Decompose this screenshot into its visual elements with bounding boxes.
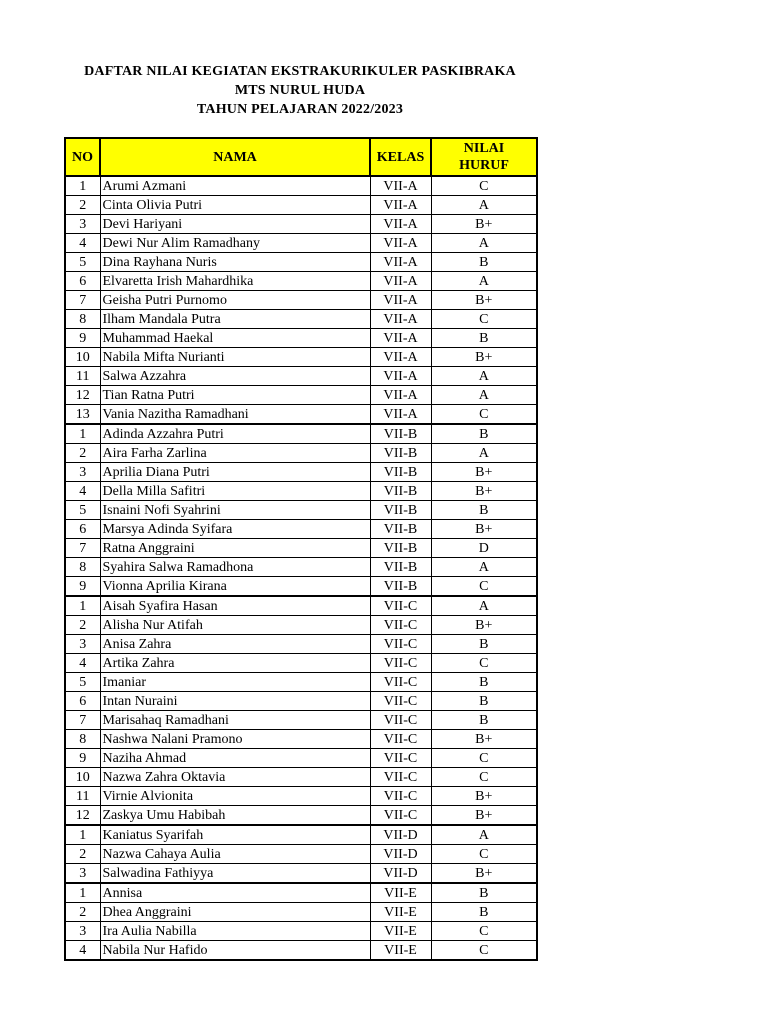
table-row <box>65 730 537 749</box>
cell-no: 6 <box>65 692 100 711</box>
cell-nilai-huruf: C <box>431 845 537 864</box>
table-row <box>65 405 537 425</box>
table-row <box>65 463 537 482</box>
grades-table <box>64 137 538 961</box>
table-row <box>65 845 537 864</box>
column-header-nama: NAMA <box>100 138 370 176</box>
cell-nama: Ratna Anggraini <box>100 539 370 558</box>
cell-nama: Ira Aulia Nabilla <box>100 922 370 941</box>
cell-nama: Virnie Alvionita <box>100 787 370 806</box>
cell-nama: Intan Nuraini <box>100 692 370 711</box>
cell-nilai-huruf: B+ <box>431 864 537 884</box>
column-header-nilai-huruf <box>431 138 537 176</box>
cell-nilai-huruf: C <box>431 654 537 673</box>
table-row <box>65 883 537 903</box>
table-row <box>65 196 537 215</box>
cell-no: 2 <box>65 196 100 215</box>
cell-kelas: VII-C <box>370 768 431 787</box>
table-header-row <box>65 138 537 176</box>
table-row <box>65 176 537 196</box>
cell-no: 4 <box>65 941 100 961</box>
cell-nama: Syahira Salwa Ramadhona <box>100 558 370 577</box>
cell-nilai-huruf: B <box>431 692 537 711</box>
cell-nilai-huruf: C <box>431 176 537 196</box>
cell-nama: Nashwa Nalani Pramono <box>100 730 370 749</box>
column-header-kelas: KELAS <box>370 138 431 176</box>
cell-nama: Nazwa Cahaya Aulia <box>100 845 370 864</box>
cell-kelas: VII-A <box>370 405 431 425</box>
table-row <box>65 864 537 884</box>
table-row <box>65 520 537 539</box>
table-row <box>65 825 537 845</box>
cell-kelas: VII-D <box>370 825 431 845</box>
cell-nama: Kaniatus Syarifah <box>100 825 370 845</box>
cell-kelas: VII-C <box>370 635 431 654</box>
cell-kelas: VII-A <box>370 234 431 253</box>
table-row <box>65 234 537 253</box>
cell-no: 12 <box>65 806 100 826</box>
cell-nilai-huruf: A <box>431 234 537 253</box>
cell-kelas: VII-A <box>370 176 431 196</box>
cell-nilai-huruf: B+ <box>431 215 537 234</box>
table-row <box>65 482 537 501</box>
cell-no: 11 <box>65 367 100 386</box>
cell-no: 9 <box>65 577 100 597</box>
table-row <box>65 272 537 291</box>
cell-kelas: VII-A <box>370 348 431 367</box>
document-title: DAFTAR NILAI KEGIATAN EKSTRAKURIKULER PASKIBRAKA <box>84 64 516 79</box>
cell-nama: Devi Hariyani <box>100 215 370 234</box>
cell-no: 6 <box>65 520 100 539</box>
cell-nilai-huruf: B+ <box>431 787 537 806</box>
cell-kelas: VII-B <box>370 520 431 539</box>
cell-no: 7 <box>65 711 100 730</box>
cell-kelas: VII-E <box>370 922 431 941</box>
cell-no: 3 <box>65 635 100 654</box>
cell-nama: Muhammad Haekal <box>100 329 370 348</box>
column-header-nilai-line1: NILAI <box>463 141 505 156</box>
table-row <box>65 692 537 711</box>
table-row <box>65 577 537 597</box>
table-row <box>65 654 537 673</box>
cell-nilai-huruf: D <box>431 539 537 558</box>
cell-kelas: VII-E <box>370 903 431 922</box>
cell-nama: Vionna Aprilia Kirana <box>100 577 370 597</box>
cell-kelas: VII-B <box>370 539 431 558</box>
table-row <box>65 941 537 961</box>
cell-kelas: VII-B <box>370 558 431 577</box>
table-row <box>65 253 537 272</box>
column-header-no: NO <box>65 138 100 176</box>
cell-no: 7 <box>65 539 100 558</box>
cell-nilai-huruf: C <box>431 749 537 768</box>
cell-kelas: VII-A <box>370 310 431 329</box>
cell-nama: Imaniar <box>100 673 370 692</box>
cell-kelas: VII-B <box>370 482 431 501</box>
cell-nama: Salwa Azzahra <box>100 367 370 386</box>
cell-nilai-huruf: B <box>431 635 537 654</box>
table-row <box>65 444 537 463</box>
table-row <box>65 291 537 310</box>
cell-kelas: VII-C <box>370 654 431 673</box>
cell-kelas: VII-E <box>370 883 431 903</box>
cell-no: 2 <box>65 903 100 922</box>
cell-nama: Tian Ratna Putri <box>100 386 370 405</box>
table-row <box>65 386 537 405</box>
cell-no: 9 <box>65 329 100 348</box>
cell-no: 6 <box>65 272 100 291</box>
cell-kelas: VII-C <box>370 787 431 806</box>
cell-nilai-huruf: C <box>431 922 537 941</box>
cell-kelas: VII-C <box>370 806 431 826</box>
cell-nilai-huruf: B+ <box>431 616 537 635</box>
cell-no: 12 <box>65 386 100 405</box>
cell-no: 10 <box>65 348 100 367</box>
cell-no: 8 <box>65 730 100 749</box>
cell-kelas: VII-C <box>370 673 431 692</box>
cell-kelas: VII-A <box>370 291 431 310</box>
cell-no: 7 <box>65 291 100 310</box>
cell-kelas: VII-C <box>370 692 431 711</box>
cell-nilai-huruf: B <box>431 253 537 272</box>
cell-no: 1 <box>65 176 100 196</box>
cell-nama: Aisah Syafira Hasan <box>100 596 370 616</box>
cell-nama: Nazwa Zahra Oktavia <box>100 768 370 787</box>
table-row <box>65 539 537 558</box>
cell-nilai-huruf: B+ <box>431 806 537 826</box>
cell-nilai-huruf: C <box>431 941 537 961</box>
cell-kelas: VII-A <box>370 386 431 405</box>
school-year: TAHUN PELAJARAN 2022/2023 <box>196 102 404 117</box>
table-row <box>65 215 537 234</box>
cell-nama: Adinda Azzahra Putri <box>100 424 370 444</box>
table-row <box>65 787 537 806</box>
cell-nilai-huruf: B+ <box>431 730 537 749</box>
cell-kelas: VII-B <box>370 444 431 463</box>
cell-kelas: VII-A <box>370 367 431 386</box>
table-row <box>65 922 537 941</box>
cell-kelas: VII-D <box>370 864 431 884</box>
cell-kelas: VII-B <box>370 463 431 482</box>
cell-no: 2 <box>65 845 100 864</box>
table-row <box>65 596 537 616</box>
cell-kelas: VII-A <box>370 196 431 215</box>
table-row <box>65 616 537 635</box>
cell-no: 3 <box>65 864 100 884</box>
cell-nama: Dina Rayhana Nuris <box>100 253 370 272</box>
cell-kelas: VII-B <box>370 577 431 597</box>
cell-nilai-huruf: B <box>431 424 537 444</box>
table-row <box>65 768 537 787</box>
cell-nilai-huruf: B <box>431 329 537 348</box>
cell-nama: Isnaini Nofi Syahrini <box>100 501 370 520</box>
cell-no: 4 <box>65 654 100 673</box>
cell-kelas: VII-A <box>370 215 431 234</box>
cell-nama: Arumi Azmani <box>100 176 370 196</box>
cell-nilai-huruf: B <box>431 711 537 730</box>
cell-kelas: VII-B <box>370 501 431 520</box>
cell-no: 10 <box>65 768 100 787</box>
table-row <box>65 749 537 768</box>
cell-nama: Geisha Putri Purnomo <box>100 291 370 310</box>
cell-no: 1 <box>65 825 100 845</box>
cell-no: 1 <box>65 883 100 903</box>
cell-nama: Alisha Nur Atifah <box>100 616 370 635</box>
table-row <box>65 635 537 654</box>
school-name: MTS NURUL HUDA <box>234 83 366 98</box>
cell-nilai-huruf: B+ <box>431 520 537 539</box>
table-row <box>65 310 537 329</box>
cell-nilai-huruf: A <box>431 596 537 616</box>
cell-no: 1 <box>65 596 100 616</box>
cell-no: 1 <box>65 424 100 444</box>
table-row <box>65 673 537 692</box>
cell-nilai-huruf: C <box>431 577 537 597</box>
cell-nama: Ilham Mandala Putra <box>100 310 370 329</box>
cell-nilai-huruf: B+ <box>431 482 537 501</box>
table-row <box>65 424 537 444</box>
cell-no: 5 <box>65 501 100 520</box>
cell-no: 13 <box>65 405 100 425</box>
cell-no: 8 <box>65 558 100 577</box>
cell-nama: Aira Farha Zarlina <box>100 444 370 463</box>
cell-nama: Naziha Ahmad <box>100 749 370 768</box>
cell-nama: Zaskya Umu Habibah <box>100 806 370 826</box>
cell-nama: Annisa <box>100 883 370 903</box>
cell-no: 11 <box>65 787 100 806</box>
cell-nilai-huruf: C <box>431 310 537 329</box>
cell-nama: Nabila Mifta Nurianti <box>100 348 370 367</box>
cell-nilai-huruf: B+ <box>431 348 537 367</box>
cell-kelas: VII-D <box>370 845 431 864</box>
cell-nilai-huruf: A <box>431 558 537 577</box>
cell-nama: Salwadina Fathiyya <box>100 864 370 884</box>
cell-nama: Marisahaq Ramadhani <box>100 711 370 730</box>
cell-no: 5 <box>65 253 100 272</box>
table-row <box>65 558 537 577</box>
cell-nilai-huruf: C <box>431 405 537 425</box>
column-header-nilai-line2: HURUF <box>459 158 509 173</box>
table-row <box>65 501 537 520</box>
cell-no: 5 <box>65 673 100 692</box>
table-row <box>65 367 537 386</box>
cell-nama: Vania Nazitha Ramadhani <box>100 405 370 425</box>
table-row <box>65 806 537 826</box>
table-row <box>65 329 537 348</box>
cell-nama: Anisa Zahra <box>100 635 370 654</box>
cell-nilai-huruf: B+ <box>431 291 537 310</box>
cell-kelas: VII-C <box>370 616 431 635</box>
table-body <box>65 176 537 960</box>
cell-nilai-huruf: A <box>431 386 537 405</box>
cell-kelas: VII-A <box>370 272 431 291</box>
table-row <box>65 711 537 730</box>
cell-nama: Della Milla Safitri <box>100 482 370 501</box>
cell-no: 4 <box>65 482 100 501</box>
cell-no: 8 <box>65 310 100 329</box>
cell-nilai-huruf: B <box>431 903 537 922</box>
cell-no: 2 <box>65 444 100 463</box>
cell-no: 3 <box>65 922 100 941</box>
cell-nama: Marsya Adinda Syifara <box>100 520 370 539</box>
cell-kelas: VII-C <box>370 711 431 730</box>
cell-nilai-huruf: B <box>431 501 537 520</box>
cell-kelas: VII-C <box>370 596 431 616</box>
cell-kelas: VII-E <box>370 941 431 961</box>
cell-no: 3 <box>65 463 100 482</box>
cell-nama: Aprilia Diana Putri <box>100 463 370 482</box>
cell-nama: Dewi Nur Alim Ramadhany <box>100 234 370 253</box>
cell-no: 3 <box>65 215 100 234</box>
cell-nilai-huruf: C <box>431 768 537 787</box>
cell-kelas: VII-C <box>370 749 431 768</box>
cell-nama: Nabila Nur Hafido <box>100 941 370 961</box>
cell-nilai-huruf: A <box>431 444 537 463</box>
cell-nama: Dhea Anggraini <box>100 903 370 922</box>
cell-kelas: VII-B <box>370 424 431 444</box>
cell-kelas: VII-A <box>370 329 431 348</box>
cell-kelas: VII-C <box>370 730 431 749</box>
cell-no: 4 <box>65 234 100 253</box>
cell-nilai-huruf: A <box>431 272 537 291</box>
cell-nilai-huruf: B <box>431 883 537 903</box>
cell-nilai-huruf: B <box>431 673 537 692</box>
cell-nilai-huruf: B+ <box>431 463 537 482</box>
cell-nilai-huruf: A <box>431 367 537 386</box>
table-row <box>65 348 537 367</box>
cell-nama: Cinta Olivia Putri <box>100 196 370 215</box>
cell-nilai-huruf: A <box>431 825 537 845</box>
cell-no: 2 <box>65 616 100 635</box>
table-row <box>65 903 537 922</box>
cell-no: 9 <box>65 749 100 768</box>
cell-nama: Elvaretta Irish Mahardhika <box>100 272 370 291</box>
cell-nama: Artika Zahra <box>100 654 370 673</box>
cell-nilai-huruf: A <box>431 196 537 215</box>
cell-kelas: VII-A <box>370 253 431 272</box>
